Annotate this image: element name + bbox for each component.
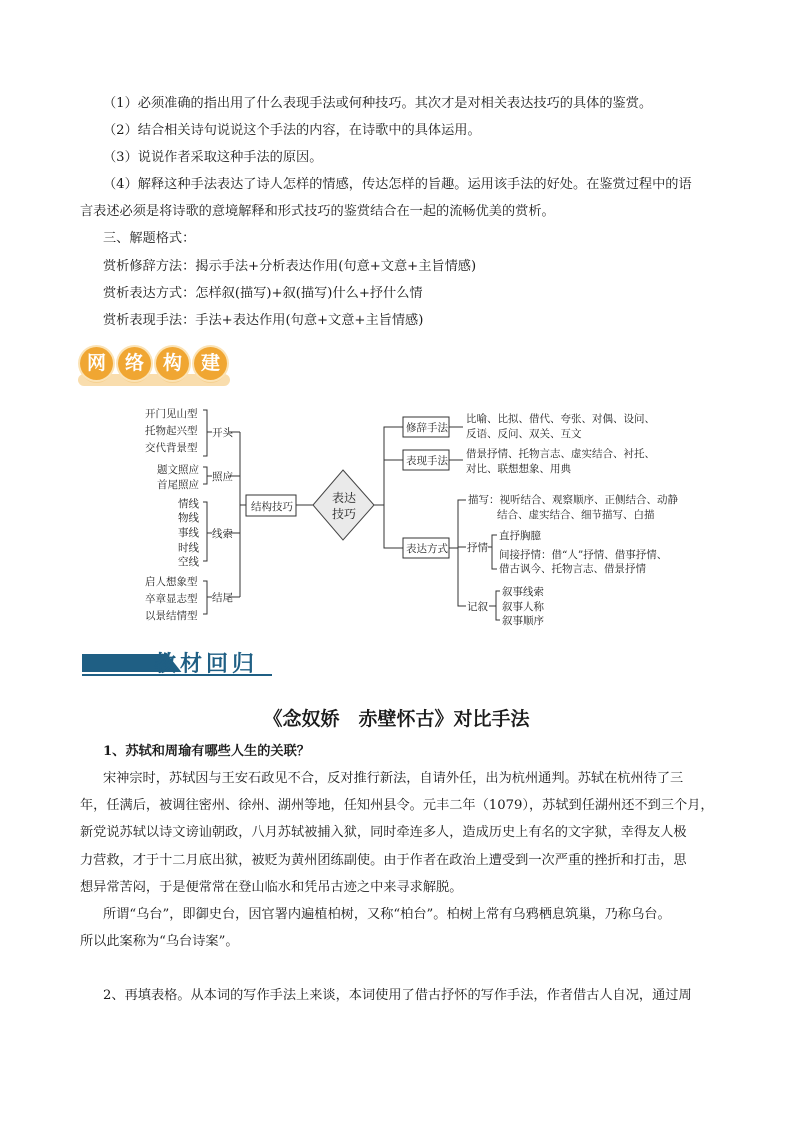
intro-point-2: （2）结合相关诗句说说这个手法的内容，在诗歌中的具体运用。 [103, 123, 481, 138]
clue-item-3: 事线 [178, 527, 199, 539]
format-rhetoric: 赏析修辞方法：揭示手法+分析表达作用(句意+文意+主旨情感) [103, 259, 477, 274]
intro-point-1: （1）必须准确的指出用了什么表现手法或何种技巧。其次才是对相关表达技巧的具体的鉴赏。 [103, 96, 653, 111]
rhetoric-line-1: 比喻、比拟、借代、夸张、对偶、设问、 [466, 413, 655, 425]
article-title: 《念奴娇 赤壁怀古》对比手法 [263, 708, 530, 730]
narr-line-3: 叙事顺序 [502, 615, 544, 627]
clue-item-2: 物线 [178, 512, 199, 524]
echo-item-1: 题文照应 [157, 464, 199, 476]
answer-1-line-3: 新党说苏轼以诗文谤讪朝政，八月苏轼被捕入狱，同时牵连多人，造成历史上有名的文字狱，幸得友人极 [80, 825, 687, 840]
clue-label: 线索 [212, 528, 233, 540]
lyric-line-2: 间接抒情：借“人”抒情、借事抒情、 [499, 549, 668, 561]
intro-point-4a: （4）解释这种手法表达了诗人怎样的情感，传达怎样的旨趣。运用该手法的好处。在鉴赏过程中的语 [103, 177, 692, 192]
describe-line-2: 结合、虚实结合、细节描写、白描 [497, 509, 655, 521]
narr-label: 记叙 [467, 601, 488, 613]
end-item-3: 以景结情型 [145, 610, 198, 622]
describe-line-1: 描写：视听结合、观察顺序、正侧结合、动静 [468, 494, 678, 506]
question-2: 2、再填表格。从本词的写作手法上来谈，本词使用了借古抒怀的写作手法，作者借古人自况，通过周 [103, 988, 692, 1003]
textbook-return-banner [82, 646, 272, 678]
end-item-2: 卒章显志型 [145, 593, 198, 605]
banner-char-4: 建 [194, 347, 227, 380]
intro-point-4b: 言表述必须是将诗歌的意境解释和形式技巧的鉴赏结合在一起的流畅优美的赏析。 [80, 204, 555, 219]
perform-label: 表现手法 [406, 455, 448, 467]
clue-item-5: 空线 [178, 556, 199, 568]
open-item-2: 托物起兴型 [145, 425, 198, 437]
narr-line-2: 叙事人称 [502, 601, 544, 613]
open-item-3: 交代背景型 [145, 442, 198, 454]
express-label: 表达方式 [406, 543, 448, 555]
narr-line-1: 叙事线索 [502, 586, 544, 598]
answer-1-line-1: 宋神宗时，苏轼因与王安石政见不合，反对推行新法，自请外任，出为杭州通判。苏轼在杭州待了三 [103, 771, 684, 786]
rhetoric-line-2: 反语、反问、双关、互文 [466, 428, 582, 440]
echo-label: 照应 [212, 471, 233, 483]
clue-item-1: 情线 [178, 498, 199, 510]
lyric-line-3: 借古讽今、托物言志、借景抒情 [499, 563, 646, 575]
banner-char-2: 络 [118, 347, 151, 380]
intro-point-3: （3）说说作者采取这种手法的原因。 [103, 150, 323, 165]
lyric-line-1: 直抒胸臆 [499, 530, 541, 542]
answer-2-line-2: 所以此案称为“乌台诗案”。 [80, 934, 239, 949]
open-item-1: 开门见山型 [145, 408, 198, 420]
section-heading: 三、解题格式： [103, 231, 196, 246]
end-item-1: 启人想象型 [145, 576, 198, 588]
structure-label: 结构技巧 [251, 501, 293, 513]
answer-1-line-2: 年，任满后，被调往密州、徐州、湖州等地，任知州县令。元丰二年（1079），苏轼到任湖州还不到三个月， [80, 798, 714, 813]
banner-char-1: 网 [80, 347, 113, 380]
open-label: 开头 [212, 427, 233, 439]
answer-2-line-1: 所谓“乌台”，即御史台，因官署内遍植柏树，又称“柏台”。柏树上常有乌鸦栖息筑巢，乃称乌台。 [103, 907, 671, 922]
question-1: 1、苏轼和周瑜有哪些人生的关联？ [103, 744, 310, 759]
perform-line-2: 对比、联想想象、用典 [466, 463, 571, 475]
center-label-2: 技巧 [332, 507, 357, 521]
answer-1-line-4: 力营救，才于十二月底出狱，被贬为黄州团练副使。由于作者在政治上遭受到一次严重的挫折和打击，思 [80, 853, 687, 868]
perform-line-1: 借景抒情、托物言志、虚实结合、衬托、 [466, 448, 655, 460]
rhetoric-label: 修辞手法 [406, 422, 448, 434]
format-expression: 赏析表达方式：怎样叙(描写)+叙(描写)什么+抒什么情 [103, 286, 423, 301]
center-label-1: 表达 [332, 491, 357, 505]
echo-item-2: 首尾照应 [157, 479, 199, 491]
banner-text: 教材回归 [154, 652, 259, 677]
clue-item-4: 时线 [178, 542, 199, 554]
end-label: 结尾 [212, 592, 233, 604]
lyric-label: 抒情 [467, 542, 488, 554]
answer-1-line-5: 想异常苦闷，于是便常常在登山临水和凭吊古迹之中来寻求解脱。 [80, 880, 463, 895]
format-technique: 赏析表现手法：手法+表达作用(句意+文意+主旨情感) [103, 313, 424, 328]
banner-char-3: 构 [156, 347, 189, 380]
